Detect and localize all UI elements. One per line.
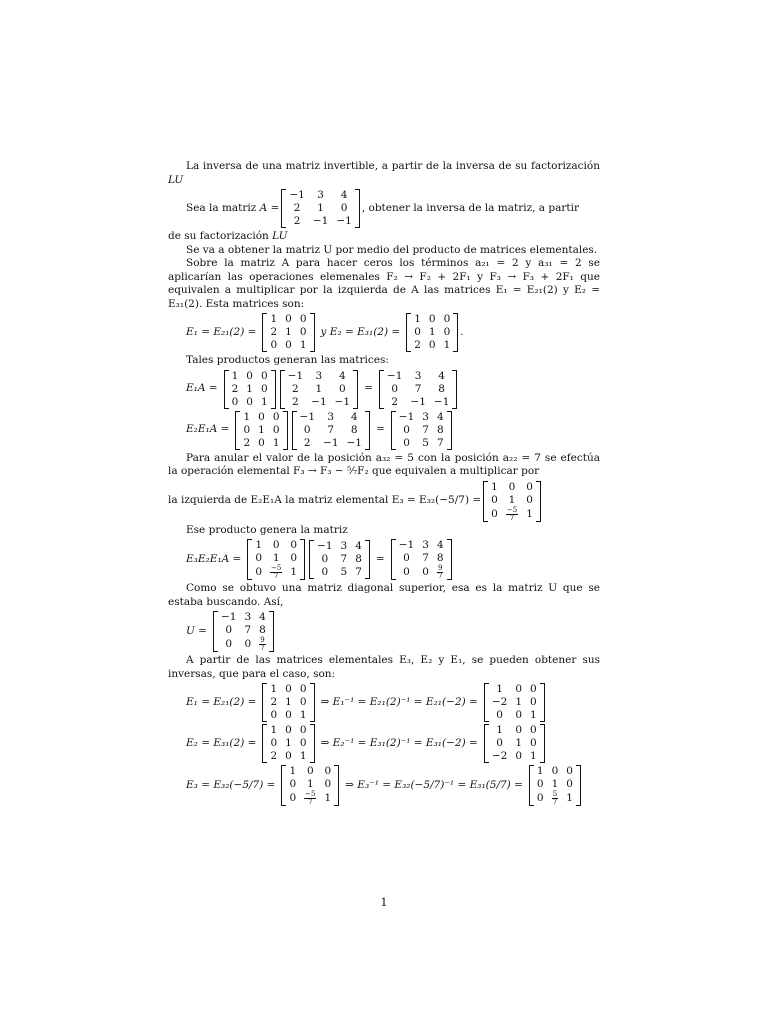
matrix-cell: 1 [260, 395, 268, 408]
matrix-cell: 8 [436, 423, 444, 436]
matrix-cell: 4 [339, 369, 346, 382]
E3-definition-line [168, 481, 600, 522]
matrix-cell: $\frac{-5}{7}$ [305, 790, 316, 806]
matrix-cell: 0 [566, 765, 573, 777]
matrix-cell: 0 [246, 369, 253, 382]
matrix-cell: 0 [285, 339, 292, 351]
matrix-cell: 0 [340, 202, 348, 214]
matrix-cell: 7 [436, 436, 444, 449]
E2E1A-product [186, 411, 600, 450]
matrix-cell: −1 [386, 369, 403, 382]
matrix-cell: −1 [346, 436, 362, 449]
matrix-cell: 0 [443, 313, 451, 325]
matrix-cell: 0 [258, 436, 265, 449]
matrix-E3 [483, 481, 541, 522]
intro-paragraph: La inversa de una matriz invertible, a partir de la inversa de su factorización LU [168, 160, 600, 186]
matrix-cell: 7 [422, 552, 429, 564]
E2-inverse-line [186, 724, 600, 763]
matrix-cell: −1 [287, 369, 304, 382]
matrix-cell: 3 [340, 540, 348, 552]
matrix-cell: 3 [422, 539, 429, 551]
matrix-cell: 0 [403, 566, 410, 578]
matrix-E2E1A-factor [309, 540, 370, 579]
matrix-cell: 1 [414, 313, 421, 325]
matrix-cell: 8 [259, 624, 266, 636]
matrix-cell: 7 [340, 553, 348, 565]
paragraph-tales: Tales productos generan las matrices: [186, 354, 389, 366]
matrix-cell: 0 [225, 638, 233, 650]
A-label: A = [259, 201, 280, 214]
matrix-cell: 8 [350, 423, 358, 436]
matrix-cell: 0 [299, 696, 307, 708]
equals-sign: = [375, 423, 385, 436]
matrix-cell: 8 [438, 382, 445, 395]
matrix-cell: −1 [398, 410, 415, 423]
matrix-E3-factor [247, 539, 305, 580]
matrix-cell: 8 [355, 553, 362, 565]
E1-inverse-line [186, 683, 600, 722]
matrix-cell: 0 [324, 765, 332, 777]
matrix-E1 [262, 313, 314, 352]
matrix-E2-inverse [484, 724, 545, 763]
E3-inverse-line [186, 765, 600, 806]
matrix-cell: 0 [403, 552, 410, 564]
matrix-cell: 0 [306, 765, 314, 777]
matrix-cell: 1 [258, 423, 265, 436]
matrix-E1-inverse [484, 683, 545, 722]
matrix-cell: 4 [436, 539, 444, 551]
matrix-cell: 2 [270, 750, 278, 762]
matrix-cell: 0 [270, 339, 278, 351]
matrix-cell: 0 [299, 313, 307, 325]
matrix-cell: 1 [272, 436, 280, 449]
U-equation [186, 611, 600, 652]
matrix-cell: 0 [414, 326, 421, 338]
equals-sign: = [364, 382, 373, 395]
matrix-cell: $\frac{9}{7}$ [438, 564, 443, 580]
matrix-E1A-factor [292, 411, 370, 450]
matrix-cell: 4 [340, 189, 348, 201]
izq-text: la izquierda de E₂E₁A la matriz elemental E₃ = E₃₂(−5/7) = [168, 494, 482, 507]
matrix-U [213, 611, 274, 652]
matrix-cell: 0 [324, 778, 332, 790]
matrix-cell: 0 [526, 493, 533, 506]
matrix-cell: 1 [508, 493, 516, 506]
matrix-E3 [281, 765, 339, 806]
equals-sign: = [375, 552, 385, 565]
matrix-cell: 1 [515, 737, 522, 749]
matrix-cell: 2 [414, 339, 421, 351]
matrix-cell: 1 [551, 778, 559, 790]
matrix-U-result [391, 539, 452, 580]
matrix-cell: 2 [293, 215, 301, 227]
matrix-cell: 2 [293, 202, 301, 214]
matrix-cell: 7 [422, 423, 429, 436]
matrix-cell: 2 [231, 382, 239, 395]
matrix-cell: 0 [285, 709, 292, 721]
page-number: 1 [380, 896, 388, 909]
matrix-cell: 0 [272, 423, 280, 436]
matrix-cell: 1 [496, 683, 503, 695]
matrix-cell: 0 [303, 423, 311, 436]
matrix-cell: 0 [566, 778, 573, 790]
matrix-cell: 0 [530, 696, 537, 708]
matrix-cell: 1 [530, 709, 537, 721]
matrix-cell: 2 [292, 395, 299, 408]
matrix-cell: 0 [289, 792, 297, 804]
matrix-cell: −1 [221, 611, 237, 623]
matrix-cell: 0 [285, 724, 292, 736]
matrix-E1-factor [224, 370, 276, 409]
matrix-cell: 0 [339, 382, 346, 395]
matrix-cell: 1 [496, 724, 503, 736]
matrix-cell: 0 [290, 552, 298, 564]
matrix-cell: 0 [443, 326, 451, 338]
matrix-cell: 0 [246, 395, 253, 408]
matrix-cell: 1 [270, 683, 278, 695]
matrix-cell: 0 [285, 683, 292, 695]
paragraph-ceros: Sobre la matriz A para hacer ceros los términos a₂₁ = 2 y a₃₁ = 2 se aplicarían las operaciones elemenales F₂ → F₂ + 2F₁ y F₃ → F₃ + 2F₁ que equivalen a multiplicar por la izquierda de A las matrices E₁ = E₂₁(2) y E₂ = E₃₁(2). Esta matrices son: [168, 257, 600, 310]
matrix-cell: 7 [414, 382, 422, 395]
matrix-cell: −1 [312, 215, 329, 227]
matrix-A-line [186, 189, 600, 228]
matrix-E2E1A-result [391, 411, 452, 450]
matrix-cell: −1 [311, 395, 327, 408]
matrix-cell: 0 [530, 724, 537, 736]
matrix-cell: 1 [299, 750, 307, 762]
matrix-cell: 0 [272, 410, 280, 423]
matrix-cell: 1 [231, 369, 239, 382]
matrix-cell: 3 [317, 189, 324, 201]
matrix-cell: −1 [336, 215, 352, 227]
matrix-cell: 0 [530, 683, 537, 695]
matrix-cell: 0 [536, 792, 544, 804]
matrix-cell: 2 [391, 395, 398, 408]
document-body [168, 160, 600, 808]
E1-label: E₁ = E₂₁(2) = [186, 325, 257, 338]
matrix-cell: −1 [433, 395, 450, 408]
matrix-A [281, 189, 359, 228]
matrix-cell: 4 [436, 410, 444, 423]
matrix-cell: 0 [515, 724, 522, 736]
matrix-cell: 0 [299, 737, 307, 749]
matrix-cell: 5 [340, 566, 348, 578]
matrix-E3-inverse [529, 765, 581, 806]
matrix-cell: 2 [303, 436, 311, 449]
E1A-label: E₁A = [186, 382, 218, 395]
matrix-cell: 4 [350, 410, 358, 423]
matrix-cell: 0 [428, 339, 436, 351]
matrix-cell: 3 [414, 369, 422, 382]
matrix-cell: 7 [355, 566, 362, 578]
matrix-cell: 0 [260, 369, 268, 382]
matrix-cell: 2 [243, 436, 251, 449]
paragraph-ese: Ese producto genera la matriz [186, 523, 348, 536]
matrix-cell: 0 [491, 507, 498, 520]
matrix-cell: 1 [428, 326, 436, 338]
matrix-cell: 0 [526, 480, 533, 493]
matrix-cell: −1 [410, 395, 426, 408]
matrix-cell: 3 [244, 611, 252, 623]
matrix-E1A-result [379, 370, 457, 409]
matrix-cell: 3 [422, 410, 429, 423]
U-label: U = [186, 624, 207, 637]
matrix-cell: 1 [443, 339, 451, 351]
matrix-cell: 7 [327, 423, 335, 436]
matrix-cell: 2 [292, 382, 299, 395]
matrix-cell: 1 [536, 765, 544, 777]
matrix-cell: 0 [244, 638, 252, 650]
E3-inverse-label: ⇒ E₃⁻¹ = E₃₂(−5/7)⁻¹ = E₃₁(5/7) = [345, 778, 523, 791]
matrix-cell: −1 [299, 410, 316, 423]
matrix-cell: 0 [403, 436, 410, 449]
matrix-cell: 1 [306, 778, 314, 790]
matrix-cell: 0 [491, 493, 498, 506]
matrix-cell: 0 [508, 480, 516, 493]
matrix-cell: 1 [526, 507, 533, 520]
matrix-cell: −1 [334, 395, 351, 408]
sea-post-text: , obtener la inversa de la matriz, a partir [361, 201, 579, 214]
matrix-cell: −2 [491, 750, 508, 762]
matrix-cell: 0 [496, 709, 503, 721]
matrix-cell: 0 [255, 566, 263, 578]
matrix-cell: 4 [259, 611, 266, 623]
matrix-E1 [262, 683, 314, 722]
matrix-cell: 1 [285, 737, 292, 749]
matrix-cell: 3 [327, 410, 335, 423]
matrix-cell: 0 [225, 624, 233, 636]
matrix-cell: 0 [551, 765, 559, 777]
matrix-cell: 0 [260, 382, 268, 395]
matrix-cell: −1 [317, 540, 333, 552]
matrix-cell: 1 [515, 696, 522, 708]
E1-E2-definitions [186, 313, 600, 352]
matrix-cell: 1 [272, 552, 280, 564]
matrix-cell: 0 [321, 566, 329, 578]
matrix-cell: 1 [285, 326, 292, 338]
matrix-cell: 0 [299, 326, 307, 338]
matrix-cell: 0 [270, 737, 278, 749]
matrix-cell: $\frac{5}{7}$ [552, 790, 558, 806]
matrix-cell: 0 [536, 778, 544, 790]
paragraph-como: Como se obtuvo una matriz diagonal superior, esa es la matriz U que se estaba buscando. Así, [168, 582, 600, 608]
matrix-cell: −2 [491, 696, 508, 708]
matrix-cell: 0 [258, 410, 265, 423]
matrix-cell: 1 [270, 313, 278, 325]
period: . [460, 325, 464, 338]
matrix-cell: 1 [270, 724, 278, 736]
paragraph-anular: Para anular el valor de la posición a₃₂ = 5 con la posición a₂₂ = 7 se efectúa la operación elemental F₃ → F₃ − ⁵⁄₇F₂ que equivalen a multiplicar por [168, 451, 600, 477]
E2E1A-label: E₂E₁A = [186, 423, 230, 436]
matrix-cell: 4 [355, 540, 362, 552]
matrix-cell: 1 [317, 202, 324, 214]
matrix-cell: 1 [299, 709, 307, 721]
matrix-cell: 0 [321, 553, 329, 565]
matrix-cell: 0 [428, 313, 436, 325]
matrix-cell: 1 [530, 750, 537, 762]
matrix-cell: 0 [515, 750, 522, 762]
matrix-cell: 1 [285, 696, 292, 708]
matrix-cell: 4 [438, 369, 445, 382]
matrix-cell: 0 [496, 737, 503, 749]
E3-label: E₃ = E₃₂(−5/7) = [186, 778, 276, 791]
E1-label: E₁ = E₂₁(2) = [186, 695, 257, 708]
matrix-cell: 1 [324, 792, 332, 804]
matrix-cell: 1 [243, 410, 251, 423]
matrix-cell: 0 [299, 724, 307, 736]
matrix-cell: 1 [566, 792, 573, 804]
sea-line2: de su factorización LU [168, 230, 288, 242]
matrix-E2-factor [235, 411, 287, 450]
matrix-cell: 0 [272, 539, 280, 551]
matrix-cell: 1 [315, 382, 323, 395]
matrix-cell: 0 [285, 750, 292, 762]
matrix-E2 [406, 313, 458, 352]
matrix-cell: 0 [255, 552, 263, 564]
matrix-cell: 0 [391, 382, 398, 395]
paragraph-u: Se va a obtener la matriz U por medio del producto de matrices elementales. [186, 243, 598, 256]
matrix-cell: 0 [515, 683, 522, 695]
matrix-cell: 1 [246, 382, 253, 395]
E2-label: y E₂ = E₃₁(2) = [320, 325, 401, 338]
matrix-cell: 0 [422, 566, 429, 578]
matrix-cell: −1 [289, 189, 305, 201]
matrix-cell: 0 [403, 423, 410, 436]
matrix-cell: −1 [398, 539, 415, 551]
matrix-cell: 5 [422, 436, 429, 449]
matrix-cell: 3 [315, 369, 323, 382]
E3E2E1A-product [186, 539, 600, 580]
matrix-A-factor [280, 370, 358, 409]
E2-inverse-label: ⇒ E₂⁻¹ = E₃₁(2)⁻¹ = E₃₁(−2) = [320, 736, 478, 749]
matrix-cell: 0 [290, 539, 298, 551]
matrix-cell: 0 [530, 737, 537, 749]
matrix-cell: 0 [515, 709, 522, 721]
matrix-cell: $\frac{-5}{7}$ [271, 564, 282, 580]
matrix-cell: −1 [323, 436, 339, 449]
matrix-cell: 1 [289, 765, 297, 777]
matrix-cell: 1 [290, 566, 298, 578]
E2-label: E₂ = E₃₁(2) = [186, 736, 257, 749]
sea-text: Sea la matriz [186, 201, 257, 214]
matrix-cell: 0 [243, 423, 251, 436]
E3E2E1A-label: E₃E₂E₁A = [186, 552, 242, 565]
matrix-cell: 0 [270, 709, 278, 721]
matrix-cell: 7 [244, 624, 252, 636]
matrix-cell: 2 [270, 326, 278, 338]
matrix-cell: $\frac{9}{7}$ [260, 636, 265, 652]
matrix-cell: 0 [285, 313, 292, 325]
matrix-cell: 8 [436, 552, 444, 564]
matrix-cell: 0 [289, 778, 297, 790]
matrix-cell: 0 [299, 683, 307, 695]
matrix-cell: 1 [255, 539, 263, 551]
E1-inverse-label: ⇒ E₁⁻¹ = E₂₁(2)⁻¹ = E₂₁(−2) = [320, 695, 478, 708]
matrix-cell: 1 [491, 480, 498, 493]
matrix-cell: 1 [299, 339, 307, 351]
matrix-E2 [262, 724, 314, 763]
matrix-cell: 2 [270, 696, 278, 708]
matrix-cell: $\frac{-5}{7}$ [506, 505, 518, 522]
matrix-cell: 0 [231, 395, 239, 408]
paragraph-partir: A partir de las matrices elementales E₃, E₂ y E₁, se pueden obtener sus inversas, que para el caso, son: [168, 654, 600, 680]
E1A-product [186, 370, 600, 409]
